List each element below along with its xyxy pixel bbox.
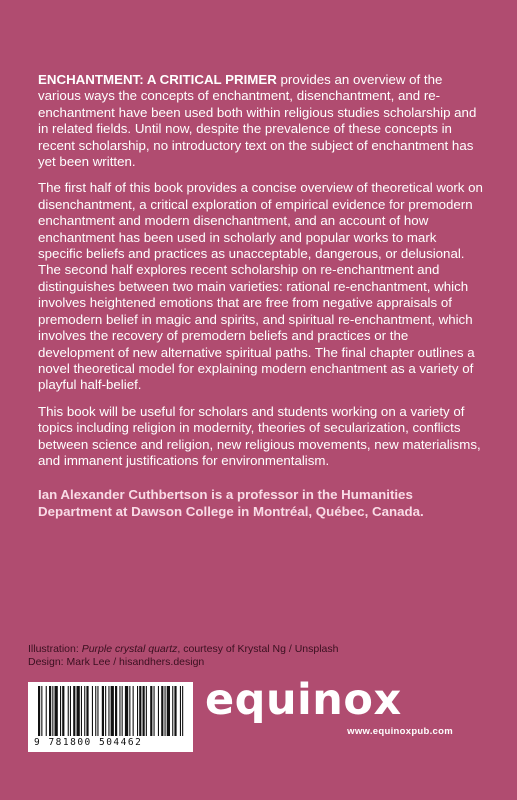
author-bio: Ian Alexander Cuthbertson is a professor in the Humanities Department at Dawson College in Montréal, Québec, Canada. xyxy=(38,487,424,519)
barcode-bar xyxy=(122,686,123,736)
blurb-paragraph-2: The first half of this book provides a concise overview of theoretical work on disenchantment, a critical exploration of empirical evidence for premodern enchantment and modern disenchantment, and an account of how enchantment has been used in scholarly and popular works to mark specific beliefs and practices as unacceptable, dangerous, or delusional. The second half explores recent scholarship on re-enchantment and distinguishes between two main varieties: rational re-enchantment, which involves heightened emotions that are free from negative appraisals of premodern belief in magic and spirits, and spiritual re-enchantment, which involves the recovery of premodern beliefs and practices or the development of new alternative spiritual paths. The final chapter outlines a novel theoretical model for explaining modern enchantment as a variety of playful half-belief. xyxy=(38,180,483,393)
barcode-bar xyxy=(77,686,80,736)
barcode-bar xyxy=(119,686,120,736)
barcode-bar xyxy=(125,686,128,736)
barcode-bar xyxy=(55,686,58,736)
barcode-bar xyxy=(97,686,98,736)
barcode-bar xyxy=(154,686,155,736)
barcode-bar xyxy=(86,686,88,736)
barcode-bar xyxy=(81,686,82,736)
barcode-bar xyxy=(70,686,71,736)
back-cover-blurb xyxy=(38,72,483,530)
equinox-logo-text: equinox xyxy=(205,675,402,725)
barcode-bar xyxy=(139,686,141,736)
blurb-paragraph-1 xyxy=(38,72,483,170)
barcode-bar xyxy=(182,686,183,736)
publisher-url: www.equinoxpub.com xyxy=(347,726,453,737)
barcode-bar xyxy=(68,686,69,736)
barcode-bar xyxy=(105,686,106,736)
barcode-bar xyxy=(60,686,61,736)
barcode-bar xyxy=(137,686,138,736)
barcode-bar xyxy=(84,686,85,736)
barcode-bar xyxy=(165,686,166,736)
barcode-bar xyxy=(133,686,134,736)
barcode-bar xyxy=(62,686,64,736)
book-title-lead: ENCHANTMENT: A CRITICAL PRIMER xyxy=(38,72,277,87)
barcode-bar xyxy=(143,686,145,736)
barcode-bar xyxy=(49,686,51,736)
barcode-bar xyxy=(172,686,173,736)
barcode-bar xyxy=(129,686,130,736)
barcode-bar xyxy=(92,686,93,736)
barcode-bar xyxy=(167,686,170,736)
image-credits xyxy=(28,643,448,669)
barcode-bar xyxy=(46,686,47,736)
barcode-bar xyxy=(38,686,40,736)
barcode-bar xyxy=(115,686,117,736)
barcode-bar xyxy=(111,686,114,736)
publisher-logo xyxy=(205,676,455,746)
barcode-bars xyxy=(34,686,187,736)
barcode-bar xyxy=(174,686,176,736)
barcode-bar xyxy=(161,686,163,736)
barcode-digits: 9 781800 504462 xyxy=(34,737,143,748)
barcode-bar xyxy=(180,686,181,736)
barcode-bar xyxy=(73,686,75,736)
barcode-bar xyxy=(150,686,152,736)
barcode-bar xyxy=(41,686,42,736)
barcode-bar xyxy=(108,686,109,736)
illustration-credit: Illustration: Purple crystal quartz, courtesy of Krystal Ng / Unsplash xyxy=(28,643,339,655)
barcode-bar xyxy=(146,686,147,736)
barcode-bar xyxy=(52,686,53,736)
blurb-p1-text: provides an overview of the various ways the concepts of enchantment, disenchantment, and re-enchantment have been used both within religious studies scholarship and in related fields. Until now, despite the prevalence of these concepts in recent scholarship, no introductory text on the subject of enchantment has yet been written. xyxy=(38,72,477,170)
isbn-barcode xyxy=(28,682,193,752)
blurb-paragraph-3: This book will be useful for scholars and students working on a variety of topics including religion in modernity, theories of secularization, conflicts between science and religion, new religious movements, new materialisms, and immanent justifications for environmentalism. xyxy=(38,403,481,468)
barcode-bar xyxy=(95,686,96,736)
design-credit: Design: Mark Lee / hisandhers.design xyxy=(28,656,205,668)
illustration-title: Purple crystal quartz xyxy=(81,643,178,655)
barcode-bar xyxy=(102,686,104,736)
barcode-bar xyxy=(158,686,159,736)
